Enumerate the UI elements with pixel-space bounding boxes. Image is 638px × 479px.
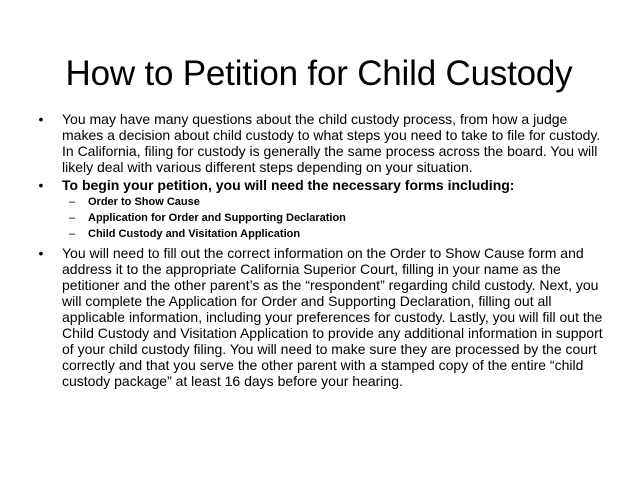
slide-body xyxy=(34,111,606,389)
bullet-text: To begin your petition, you will need the necessary forms including: xyxy=(62,177,515,193)
sub-list xyxy=(34,194,606,242)
dash-marker: – xyxy=(69,228,76,240)
sub-list-item xyxy=(34,226,606,242)
sub-item-text: Child Custody and Visitation Application xyxy=(88,228,301,240)
sub-item-text: Order to Show Cause xyxy=(88,196,200,208)
sub-list-item xyxy=(34,210,606,226)
bullet-marker: • xyxy=(38,111,44,127)
bullet-text: You will need to fill out the correct information on the Order to Show Cause form and address it to the appropriate California Superior Court, filling in your name as the petitioner and the other parent’s as the “respondent” regarding child custody. Next, you will complete the Application for Order and Supporting Declaration, filling out all applicable information, including your preferences for custody. Lastly, you will fill out the Child Custody and Visitation Application to provide any additional information in support of your child custody filing. You will need to make sure they are processed by the court correctly and that you serve the other parent with a stamped copy of the entire “child custody package” at least 16 days before your hearing. xyxy=(62,245,603,389)
dash-marker: – xyxy=(69,212,76,224)
bullet-marker: • xyxy=(38,245,44,261)
bullet-marker: • xyxy=(38,177,44,193)
sub-item-text: Application for Order and Supporting Declaration xyxy=(88,212,346,224)
bullet-item xyxy=(34,177,606,193)
bullet-item xyxy=(34,111,606,175)
bullet-text: You may have many questions about the child custody process, from how a judge makes a decision about child custody to what steps you need to take to file for custody. In California, filing for custody is generally the same process across the board. You will likely deal with various different steps depending on your situation. xyxy=(62,111,601,175)
slide-title: How to Petition for Child Custody xyxy=(65,54,573,94)
dash-marker: – xyxy=(69,196,76,208)
sub-list-item xyxy=(34,194,606,210)
bullet-item xyxy=(34,245,606,389)
